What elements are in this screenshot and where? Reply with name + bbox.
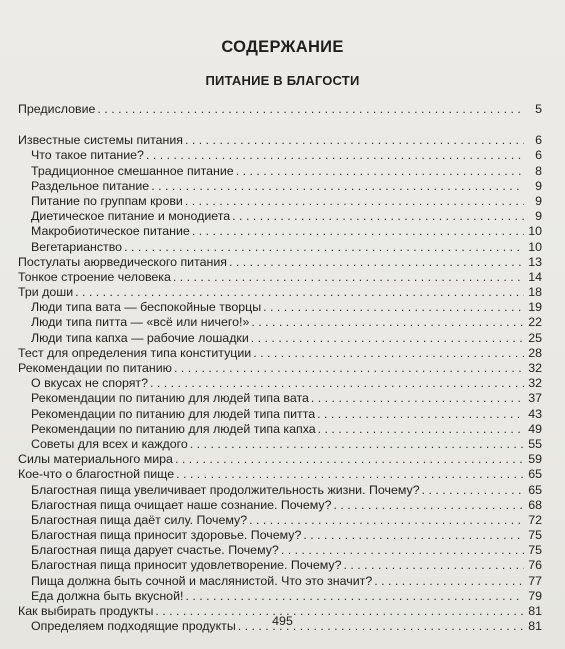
toc-entry-title: Определяем подходящие продукты <box>31 619 236 634</box>
dot-leader <box>311 391 524 406</box>
toc-entry-page: 65 <box>528 482 542 497</box>
toc-entry-page: 22 <box>528 315 542 330</box>
toc-entry-title: Предисловие <box>18 102 96 116</box>
toc-entry-title: Вегетарианство <box>31 239 123 254</box>
toc-entry-page: 55 <box>528 436 542 451</box>
toc-entry-title: Благостная пища дарует счастье. Почему? <box>31 543 279 558</box>
toc-entry-title: Макробиотическое питание <box>31 224 190 239</box>
dot-leader <box>173 270 524 285</box>
dot-leader <box>232 209 524 224</box>
toc-entry-title: Раздельное питание <box>31 178 150 193</box>
dot-leader <box>185 194 524 209</box>
toc-entry-title: Тонкое строение человека <box>18 269 171 284</box>
toc-subentry <box>18 437 542 452</box>
toc-entry-page: 72 <box>528 512 542 527</box>
toc-subentry <box>18 179 542 194</box>
dot-leader <box>185 133 524 148</box>
dot-leader <box>303 528 524 543</box>
toc-entry-page: 32 <box>528 376 542 391</box>
toc-entry-title: Рекомендации по питанию для людей типа вата <box>31 391 309 406</box>
toc-entry <box>18 255 542 270</box>
dot-leader <box>422 483 524 498</box>
toc-subentry <box>18 422 542 437</box>
toc-subentry <box>18 164 542 179</box>
toc-entry-page: 75 <box>528 543 542 558</box>
dot-leader <box>236 164 524 179</box>
page-number: 495 <box>272 614 293 628</box>
toc-entry-page: 75 <box>528 528 542 543</box>
toc-entry-page: 8 <box>535 163 542 178</box>
dot-leader <box>192 224 524 239</box>
toc-entry-page: 5 <box>535 102 542 116</box>
dot-leader <box>251 331 524 346</box>
dot-leader <box>151 179 524 194</box>
toc-entry-title: Как выбирать продукты <box>18 604 154 618</box>
toc-entry-page: 25 <box>528 330 542 345</box>
toc-entry-title: Еда должна быть вкусной! <box>31 588 184 603</box>
toc-entry <box>18 285 542 300</box>
dot-leader <box>318 422 524 437</box>
toc-entry <box>18 346 542 361</box>
toc-subentry <box>18 528 542 543</box>
toc-subentry <box>18 407 542 422</box>
toc-entry-title: Традиционное смешанное питание <box>31 163 234 178</box>
toc-entry-title: Благостная пища приносит удовлетворение. Почему? <box>31 558 342 573</box>
toc-subentry <box>18 300 542 315</box>
toc-subentry <box>18 315 542 330</box>
toc-subentry <box>18 331 542 346</box>
page-title: СОДЕРЖАНИЕ <box>221 38 344 56</box>
toc-entry-page: 6 <box>535 133 542 148</box>
toc-entry-page: 9 <box>535 193 542 208</box>
toc-entry-title: Благостная пища даёт силу. Почему? <box>31 512 248 527</box>
toc-entry-page: 32 <box>528 361 542 375</box>
dot-leader <box>175 452 524 467</box>
toc-entry-page: 81 <box>528 619 542 634</box>
toc-entry <box>18 133 542 148</box>
toc-entry-page: 76 <box>528 558 542 573</box>
toc-subentry <box>18 209 542 224</box>
toc-entry-page: 65 <box>528 467 542 482</box>
toc-entry-page: 77 <box>528 573 542 588</box>
dot-leader <box>229 255 524 270</box>
section-subtitle: ПИТАНИЕ В БЛАГОСТИ <box>205 73 360 88</box>
table-of-contents <box>18 102 542 634</box>
dot-leader <box>97 102 524 117</box>
toc-entry-page: 28 <box>528 345 542 360</box>
toc-entry-title: Благостная пища увеличивает продолжительность жизни. Почему? <box>31 482 420 497</box>
toc-entry-title: Благостная пища приносит здоровье. Почему? <box>31 528 302 543</box>
dot-leader <box>176 467 524 482</box>
toc-entry-page: 68 <box>528 497 542 512</box>
toc-entry-title: Благостная пища очищает наше сознание. Почему? <box>31 497 332 512</box>
toc-entry-title: Люди типа вата — беспокойные творцы <box>31 300 262 315</box>
toc-subentry <box>18 376 542 391</box>
dot-leader <box>174 361 524 376</box>
toc-entry-title: Люди типа питта — «всё или ничего!» <box>31 315 250 330</box>
dot-leader <box>334 498 524 513</box>
toc-entry-title: Люди типа капха — рабочие лошадки <box>31 330 249 345</box>
toc-entry-title: Постулаты аюрведического питания <box>18 254 227 269</box>
dot-leader <box>251 315 524 330</box>
dot-leader <box>249 513 524 528</box>
toc-entry-title: О вкусах не спорят? <box>31 376 149 391</box>
toc-entry <box>18 361 542 376</box>
dot-leader <box>317 407 524 422</box>
toc-entry-page: 14 <box>528 269 542 284</box>
toc-entry-title: Три доши <box>18 285 74 300</box>
toc-subentry <box>18 391 542 406</box>
toc-entry <box>18 270 542 285</box>
toc-subentry <box>18 574 542 589</box>
dot-leader <box>150 376 524 391</box>
toc-entry-title: Рекомендации по питанию <box>18 361 172 375</box>
toc-entry-title: Пища должна быть сочной и маслянистой. Что это значит? <box>31 573 373 588</box>
dot-leader <box>281 543 524 558</box>
toc-subentry <box>18 194 542 209</box>
toc-entry-page: 19 <box>528 300 542 315</box>
toc-entry-title: Тест для определения типа конституции <box>18 345 252 360</box>
toc-entry-title: Известные системы питания <box>18 133 184 148</box>
toc-entry-page: 43 <box>528 406 542 421</box>
toc-entry-page: 37 <box>528 391 542 406</box>
toc-entry-title: Питание по группам крови <box>31 193 183 208</box>
toc-entry-page: 18 <box>528 285 542 300</box>
toc-entry-title: Советы для всех и каждого <box>31 436 188 451</box>
dot-leader <box>146 148 524 163</box>
toc-entry-page: 59 <box>528 452 542 467</box>
dot-leader <box>253 346 524 361</box>
toc-entry <box>18 102 542 117</box>
toc-subentry <box>18 240 542 255</box>
toc-entry-page: 79 <box>528 588 542 603</box>
toc-subentry <box>18 148 542 163</box>
toc-subentry <box>18 558 542 573</box>
toc-subentry <box>18 483 542 498</box>
dot-leader <box>190 437 524 452</box>
toc-subentry <box>18 498 542 513</box>
toc-entry-page: 9 <box>535 178 542 193</box>
toc-entry <box>18 467 542 482</box>
dot-leader <box>374 574 524 589</box>
toc-entry-page: 6 <box>535 148 542 163</box>
dot-leader <box>75 285 524 300</box>
dot-leader <box>185 589 524 604</box>
toc-subentry <box>18 224 542 239</box>
dot-leader <box>344 558 524 573</box>
toc-entry-page: 81 <box>528 604 542 618</box>
toc-entry-page: 9 <box>535 209 542 224</box>
toc-entry-page: 10 <box>528 239 542 254</box>
toc-subentry <box>18 589 542 604</box>
toc-entry-page: 10 <box>528 224 542 239</box>
toc-entry-page: 49 <box>528 421 542 436</box>
toc-entry-title: Рекомендации по питанию для людей типа капха <box>31 421 316 436</box>
toc-subentry <box>18 513 542 528</box>
toc-entry-title: Что такое питание? <box>31 148 144 163</box>
dot-leader <box>124 240 524 255</box>
toc-entry-title: Кое-что о благостной пище <box>18 467 175 482</box>
toc-entry-page: 13 <box>528 254 542 269</box>
toc-entry-title: Диетическое питание и монодиета <box>31 209 231 224</box>
toc-entry-title: Рекомендации по питанию для людей типа питта <box>31 406 316 421</box>
toc-entry-title: Силы материального мира <box>18 452 173 467</box>
toc-subentry <box>18 543 542 558</box>
dot-leader <box>263 300 524 315</box>
toc-entry <box>18 452 542 467</box>
